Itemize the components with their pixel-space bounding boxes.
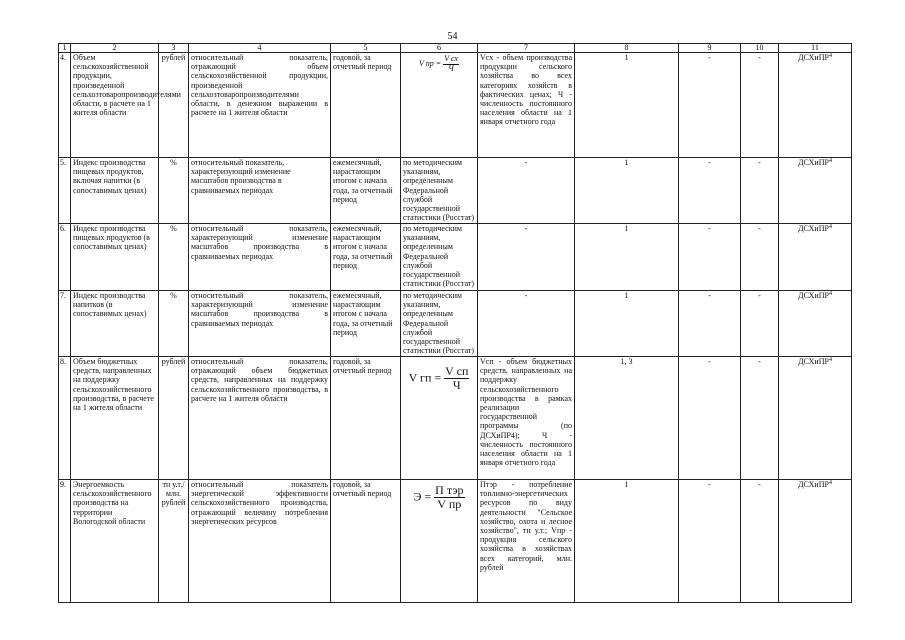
formula-numerator: V сп — [445, 364, 469, 378]
periodicity: ежемесячный, нарастающим итогом с начала года, за отчетный период — [331, 158, 401, 224]
responsible — [779, 357, 852, 480]
method: - — [478, 158, 575, 224]
formula-denominator: V пр — [437, 497, 462, 512]
responsible — [779, 158, 852, 224]
column-header: 6 — [401, 44, 478, 53]
formula-lhs: Э = — [413, 489, 432, 504]
method: - — [478, 224, 575, 291]
indicator-description: относительный показатель, отражающий объем сельскохозяйственной продукции, произведенной сельхозтоваропроизводителями области, в денежном выражении в расчете на 1 жителя области — [189, 53, 331, 158]
col-9-value: - — [679, 357, 741, 480]
col-10-value: - — [741, 480, 779, 603]
page-number: 54 — [447, 31, 458, 42]
responsible — [779, 291, 852, 357]
column-header: 5 — [331, 44, 401, 53]
unit: % — [159, 291, 189, 357]
column-header: 2 — [71, 44, 159, 53]
col-10-value: - — [741, 357, 779, 480]
unit: % — [159, 224, 189, 291]
formula-denominator: Ч — [452, 378, 461, 393]
responsible-name: ДСХиПР — [798, 224, 829, 233]
formula-fraction — [443, 55, 459, 74]
indicator-description: относительный показатель, характеризующий изменение масштабов производства в сравниваемых периодах — [189, 224, 331, 291]
table-row — [59, 224, 852, 291]
formula-numerator: V сх — [444, 54, 458, 63]
method: Птэр - потребление топливно-энергетических ресурсов по виду деятельности "Сельское хозяйство, охота и лесное хозяйство", тн у.т.; Vпр - продукция сельского хозяйства в хозяйствах всех категорий, млн. рублей — [478, 480, 575, 603]
source-code: 1 — [575, 480, 679, 603]
source-code: 1 — [575, 291, 679, 357]
unit: % — [159, 158, 189, 224]
method: Vсх - объем производства продукции сельского хозяйства во всех категориях хозяйств в фактических ценах; Ч - численность постоянного населения области на 1 января отчетного года — [478, 53, 575, 158]
footnote-mark: 4 — [828, 291, 832, 297]
method: - — [478, 291, 575, 357]
column-header: 7 — [478, 44, 575, 53]
column-header: 8 — [575, 44, 679, 53]
row-number: 8. — [59, 357, 71, 480]
unit: тн у.т./млн. рублей — [159, 480, 189, 603]
indicator-name: Индекс производства пищевых продуктов, включая напитки (в сопоставимых ценах) — [71, 158, 159, 224]
indicator-description: относительный показатель, характеризующий изменение масштабов производства в сравниваемых периодах — [189, 291, 331, 357]
responsible — [779, 480, 852, 603]
formula-fraction — [434, 484, 464, 511]
unit: рублей — [159, 53, 189, 158]
table-row — [59, 357, 852, 480]
row-number: 7. — [59, 291, 71, 357]
formula-numerator: П тэр — [435, 483, 464, 497]
row-number: 6. — [59, 224, 71, 291]
source-code: 1, 3 — [575, 357, 679, 480]
unit: рублей — [159, 357, 189, 480]
indicator-description: относительный показатель, отражающий объем бюджетных средств, направленных на поддержку сельскохозяйственного производства, в расчете на 1 жителя области — [189, 357, 331, 480]
formula — [401, 480, 478, 603]
header-row — [59, 44, 852, 53]
periodicity: ежемесячный, нарастающим итогом с начала года, за отчетный период — [331, 291, 401, 357]
column-header: 9 — [679, 44, 741, 53]
footnote-mark: 4 — [828, 158, 832, 164]
col-10-value: - — [741, 53, 779, 158]
column-header: 11 — [779, 44, 852, 53]
row-number: 5. — [59, 158, 71, 224]
col-9-value: - — [679, 158, 741, 224]
table-row — [59, 158, 852, 224]
source-code: 1 — [575, 158, 679, 224]
footnote-mark: 4 — [828, 53, 832, 59]
periodicity: годовой, за отчетный период — [331, 53, 401, 158]
col-10-value: - — [741, 291, 779, 357]
responsible-name: ДСХиПР — [798, 480, 829, 489]
indicator-name: Объем бюджетных средств, направленных на поддержку сельскохозяйственного производства, в расчете на 1 жителя области — [71, 357, 159, 480]
periodicity: ежемесячный, нарастающим итогом с начала года, за отчетный период — [331, 224, 401, 291]
formula-text: по методическим указаниям, определенным Федеральной службой государственной статистики (Росстат) — [401, 291, 478, 357]
responsible-name: ДСХиПР — [798, 357, 829, 366]
formula-text: по методическим указаниям, определенным Федеральной службой государственной статистики (Росстат) — [401, 158, 478, 224]
col-10-value: - — [741, 158, 779, 224]
formula — [401, 357, 478, 480]
column-header: 10 — [741, 44, 779, 53]
indicator-name: Объем сельскохозяйственной продукции, произведенной сельхозтоваропроизводителями области, в расчете на 1 жителя области — [71, 53, 159, 158]
responsible — [779, 224, 852, 291]
formula-text: по методическим указаниям, определенным Федеральной службой государственной статистики (Росстат) — [401, 224, 478, 291]
source-code: 1 — [575, 53, 679, 158]
indicator-name: Индекс производства напитков (в сопоставимых ценах) — [71, 291, 159, 357]
col-9-value: - — [679, 224, 741, 291]
col-10-value: - — [741, 224, 779, 291]
col-9-value: - — [679, 480, 741, 603]
method: Vсп - объем бюджетных средств, направленных на поддержку сельскохозяйственного производства в рамках реализации государственной программы (по ДСХиПР4); Ч - численность постоянного населения области на 1 января отчетного года — [478, 357, 575, 480]
formula-fraction — [444, 365, 469, 392]
column-header: 4 — [189, 44, 331, 53]
col-9-value: - — [679, 291, 741, 357]
indicator-name: Энергоемкость сельскохозяйственного производства на территории Вологодской области — [71, 480, 159, 603]
formula — [401, 53, 478, 158]
table-row — [59, 480, 852, 603]
footnote-mark: 4 — [828, 480, 832, 486]
column-header: 1 — [59, 44, 71, 53]
table-row — [59, 291, 852, 357]
column-header: 3 — [159, 44, 189, 53]
footnote-mark: 4 — [828, 357, 832, 363]
responsible — [779, 53, 852, 158]
col-9-value: - — [679, 53, 741, 158]
footnote-mark: 4 — [828, 224, 832, 230]
responsible-name: ДСХиПР — [798, 291, 829, 300]
row-number: 9. — [59, 480, 71, 603]
formula-lhs: V пр = — [419, 59, 442, 69]
indicators-table — [58, 43, 852, 603]
formula-lhs: V гп = — [408, 370, 442, 385]
periodicity: годовой, за отчетный период — [331, 357, 401, 480]
formula-denominator: Ч — [448, 63, 454, 73]
responsible-name: ДСХиПР — [798, 53, 829, 62]
indicator-description: относительный показатель, характеризующий изменение масштабов производства в сравниваемых периодах — [189, 158, 331, 224]
indicator-description: относительный показатель энергетической эффективности сельскохозяйственного производства, отражающий величину потребления энергетических ресурсов — [189, 480, 331, 603]
responsible-name: ДСХиПР — [798, 158, 829, 167]
indicator-name: Индекс производства пищевых продуктов (в сопоставимых ценах) — [71, 224, 159, 291]
row-number: 4. — [59, 53, 71, 158]
table-row — [59, 53, 852, 158]
source-code: 1 — [575, 224, 679, 291]
periodicity: годовой, за отчетный период — [331, 480, 401, 603]
